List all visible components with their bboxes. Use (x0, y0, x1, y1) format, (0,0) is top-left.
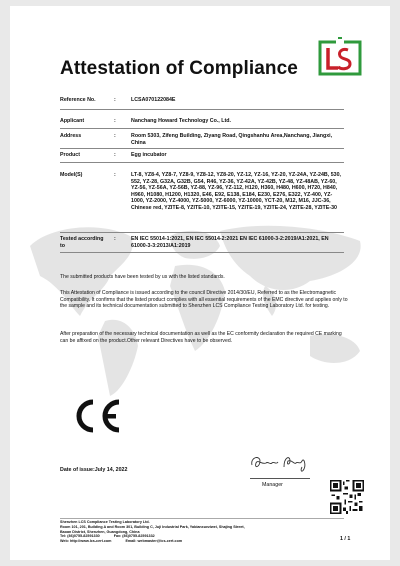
address-label: Address (60, 133, 82, 139)
tested-label: Tested according to (60, 236, 104, 249)
qr-code (330, 480, 364, 514)
product-value: Egg incubator (131, 152, 167, 158)
footer-tel: Tel: (86)0755-82591330 (60, 534, 100, 539)
colon: : (114, 172, 116, 178)
applicant-label: Applicant (60, 118, 85, 124)
applicant-value: Nanchang Howard Technology Co., Ltd. (131, 118, 231, 124)
ce-mark (72, 398, 122, 434)
divider (60, 148, 344, 149)
divider (60, 162, 344, 163)
models-label: Model(S) (60, 172, 83, 178)
footer-fax: Fax: (86)0755-82591332 (113, 534, 155, 539)
certificate-page (10, 6, 390, 560)
lcs-logo (316, 36, 364, 80)
product-label: Product (60, 152, 81, 158)
footer-divider (60, 518, 344, 519)
page-title: Attestation of Compliance (60, 58, 298, 79)
date-of-issue: Date of issue:July 14, 2022 (60, 467, 128, 473)
page-number: 1 / 1 (340, 536, 351, 542)
signature-line (250, 478, 310, 479)
footer-web-link[interactable]: Web: http://www.lcs-cert.com (60, 539, 112, 544)
paragraph: After preparation of the necessary technical documentation as well as the EC conformity declaration the required CE marking can be affixed on the product.Other relevant Directives have to be observed. (60, 331, 342, 344)
manager-label: Manager (262, 482, 283, 488)
divider (60, 252, 344, 253)
colon: : (114, 236, 116, 242)
footer-address: Room 101, 201, Building A and Room 301, Building C, Juji Industrial Park, Yabianxueziwei, Shajing Street, (60, 524, 245, 529)
models-value: LT-8, YZ8-4, YZ8-7, YZ8-9, YZ8-12, YZ8-20, YZ-12, YZ-16, YZ-20, YZ-24A, YZ-24B, 530, 552, YZ-28, G32A, G32B, G54, R46, YZ-36, YZ-42A, YZ-42B, YZ-48, YZ-48AB, YZ-60, YZ-56, YZ-56A, YZ-56B, YZ-88, YZ-96, YZ-112, H120, H360, H480, H600, H720, H840, H960, H1080, H1200, H1320, E46, E92, E138, E184, E230, E276, E322, YZ-400, YZ-1000, YZ-2000, YZ-4000, YZ-5000, YZ-6000, YZ-10000, YCT-20, M12, M16, JJC-36, Chinese red, YZITE-8, YZITE-10, YZITE-15, YZITE-19, YZITE-24, YZITE-28, YZITE-30 (131, 172, 342, 211)
divider (60, 232, 344, 233)
paragraph: The submitted products have been tested by us with the listed standards. (60, 274, 225, 280)
divider (60, 128, 344, 129)
footer-company: Shenzhen LCS Compliance Testing Laboratory Ltd. (60, 520, 150, 524)
manager-signature (246, 449, 312, 475)
reference-label: Reference No. (60, 97, 96, 103)
divider (60, 109, 344, 110)
colon: : (114, 118, 116, 124)
colon: : (114, 97, 116, 103)
paragraph: This Attestation of Compliance is issued according to the council Directive 2014/30/EU, Referred to as the Electromagnetic Compatibility. It confirms that the listed product complies with all essential requirements of the EMC directive and applies only to the sample and its technical documentation submitted to Shenzhen LCS Compliance Testing Laboratory Ltd. for testing. (60, 290, 348, 310)
address-value: Room 5303, Zifeng Building, Ziyang Road, Qingshanhu Area,Nanchang, Jiangxi, China (131, 133, 333, 146)
footer-address: Baoan District, Shenzhen, Guangdong, China (60, 529, 140, 534)
colon: : (114, 133, 116, 139)
tested-value: EN IEC 55014-1:2021, EN IEC 55014-2:2021 EN IEC 61000-3-2:2019/A1:2021, EN 61000-3-3:2013/A1:2019 (131, 236, 329, 249)
reference-value: LCSA070122084E (131, 97, 176, 103)
footer (60, 520, 300, 544)
footer-email-link[interactable]: Email: webmaster@lcs-cert.com (125, 539, 183, 544)
colon: : (114, 152, 116, 158)
